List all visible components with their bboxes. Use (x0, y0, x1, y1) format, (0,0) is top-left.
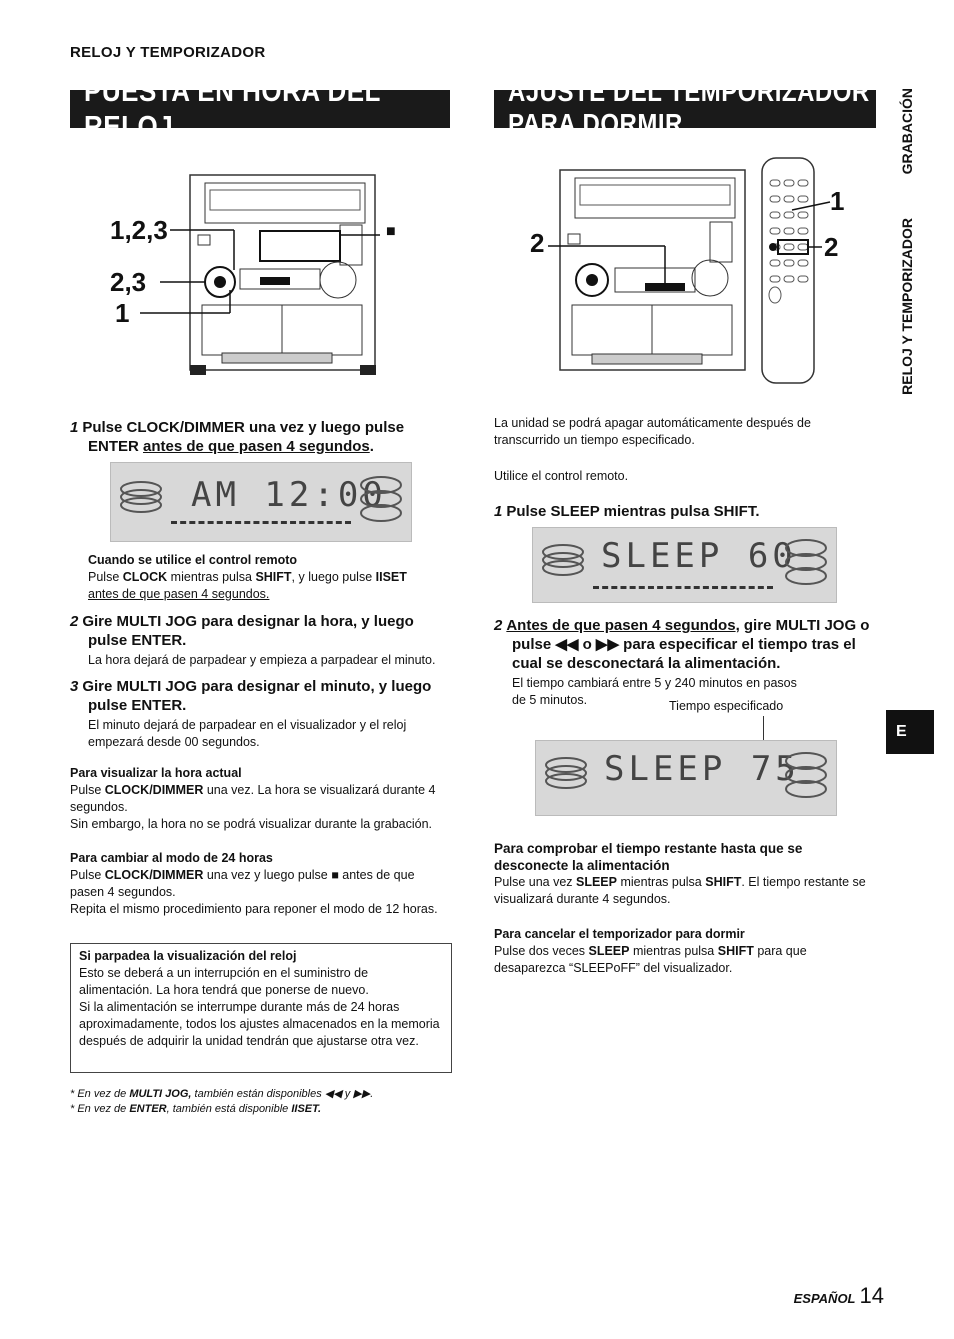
language-tab: E (886, 710, 934, 754)
cancel-sleep-text: Pulse dos veces SLEEP mientras pulsa SHIFT para que desaparezca “SLEEPoFF” del visualizador. (494, 944, 807, 975)
left-step-3-desc: El minuto dejará de parpadear en el visualizador y el reloj empezará desde 00 segundos. (88, 718, 407, 749)
view-time-note: Sin embargo, la hora no se podrá visualizar durante la grabación. (70, 817, 433, 831)
right-step-2-num: 2 (494, 617, 503, 634)
disc-stack-icon (781, 534, 831, 594)
box-paragraph-2: Si la alimentación se interrumpe durante más de 24 horas aproximadamente, todos los ajustes almacenados en la memoria después de adquirir la unidad tendrán que ajustarse otra vez. (79, 1000, 440, 1048)
box-heading: Si parpadea la visualización del reloj (79, 949, 297, 963)
side-tabs (893, 88, 923, 468)
right-step-1-num: 1 (494, 503, 503, 520)
check-remaining-text: Pulse una vez SLEEP mientras pulsa SHIFT. El tiempo restante se visualizará durante 4 segundos. (494, 875, 866, 906)
right-step-1 (494, 502, 876, 521)
stereo-and-remote-illustration (520, 150, 860, 390)
callout-tiempo: Tiempo especificado (669, 699, 784, 713)
left-step-3 (70, 677, 452, 751)
cancel-sleep-section (494, 926, 876, 977)
footnote-2: * En vez de ENTER, también está disponible IISET. (70, 1103, 322, 1115)
mode-24h-section (70, 850, 452, 918)
remote-text: Pulse CLOCK mientras pulsa SHIFT, y luego pulse IISET antes de que pasen 4 segundos. (88, 570, 407, 601)
lcd-display-sleep-75 (535, 740, 837, 816)
disc-icon (541, 751, 591, 791)
fig-label-2-remote: 2 (824, 232, 839, 262)
fig-label-1: 1 (115, 298, 130, 328)
right-step-2-text: , gire MULTI JOG o pulse ◀◀ o ▶▶ para especificar el tiempo tras el cual se desconectará la alimentación. (512, 617, 870, 672)
right-banner-title: AJUSTE DEL TEMPORIZADOR PARA DORMIR (508, 76, 870, 141)
stereo-unit-illustration (110, 165, 410, 380)
view-time-section (70, 765, 452, 833)
right-intro: La unidad se podrá apagar automáticamente después de transcurrido un tiempo especificado. (494, 416, 811, 447)
left-step-1 (70, 418, 452, 456)
view-time-heading: Para visualizar la hora actual (70, 766, 242, 780)
cancel-sleep-heading: Para cancelar el temporizador para dormir (494, 927, 745, 941)
disc-icon (116, 475, 166, 515)
footer-language: ESPAÑOL (793, 1291, 856, 1306)
left-step-2-num: 2 (70, 613, 79, 630)
mode-24h-text: Pulse CLOCK/DIMMER una vez y luego pulse ■ antes de que pasen 4 segundos. (70, 868, 415, 899)
fig-label-123: 1,2,3 (110, 215, 168, 245)
page-footer (794, 1283, 884, 1309)
fig-label-2-left: 2 (530, 228, 545, 258)
left-step-3-text: Gire MULTI JOG para designar el minuto, y luego pulse ENTER. (82, 678, 432, 714)
left-banner (70, 73, 450, 144)
left-step-1-num: 1 (70, 419, 79, 436)
right-step-2-text-underlined: Antes de que pasen 4 segundos (506, 617, 736, 634)
right-step-2 (494, 616, 879, 709)
left-remote-note (88, 552, 452, 603)
side-tab-reloj: RELOJ Y TEMPORIZADOR (899, 218, 915, 395)
box-paragraph-1: Esto se deberá a un interrupción en el suministro de alimentación. La hora tendrá que ponerse de nuevo. (79, 966, 369, 997)
right-step-2-desc: El tiempo cambiará entre 5 y 240 minutos en pasos de 5 minutos. (512, 676, 797, 707)
stereo-figure-right (520, 150, 860, 390)
view-time-text: Pulse CLOCK/DIMMER una vez. La hora se visualizará durante 4 segundos. (70, 783, 436, 814)
fig-label-23: 2,3 (110, 267, 147, 297)
left-step-2 (70, 612, 452, 669)
lcd-sleep-75-text: SLEEP 75 (604, 749, 800, 789)
left-step-1-text2b: antes de que pasen 4 segundos (143, 438, 370, 455)
left-step-1-text2c: . (369, 438, 374, 455)
fig-label-1-remote: 1 (830, 186, 845, 216)
left-step-2-text: Gire MULTI JOG para designar la hora, y luego pulse ENTER. (82, 613, 414, 649)
mode-24h-note: Repita el mismo procedimiento para reponer el modo de 12 horas. (70, 902, 438, 916)
right-remote-note: Utilice el control remoto. (494, 469, 629, 483)
check-remaining-section (494, 840, 876, 908)
right-banner (494, 76, 876, 141)
footnote-1: * En vez de MULTI JOG, también están disponibles ◀◀ y ▶▶. (70, 1088, 374, 1100)
left-step-3-num: 3 (70, 678, 79, 695)
disc-stack-icon (356, 471, 406, 531)
lcd-segment-bar (171, 521, 351, 524)
side-tab-grabacion: GRABACIÓN (899, 88, 915, 175)
stereo-figure-left (110, 165, 410, 380)
footnotes (70, 1087, 470, 1117)
disc-stack-icon (781, 747, 831, 807)
disc-icon (538, 538, 588, 578)
check-remaining-heading: Para comprobar el tiempo restante hasta que se desconecte la alimentación (494, 841, 803, 873)
left-banner-title: PUESTA EN HORA DEL RELOJ (84, 73, 381, 144)
mode-24h-heading: Para cambiar al modo de 24 horas (70, 851, 273, 865)
lcd-clock-text: AM 12:00 (191, 475, 387, 515)
lcd-display-clock (110, 462, 412, 542)
left-step-1-text2a: ENTER (88, 438, 144, 455)
remote-heading: Cuando se utilice el control remoto (88, 553, 298, 567)
section-label: RELOJ Y TEMPORIZADOR (70, 44, 266, 61)
lcd-display-sleep-60 (532, 527, 837, 603)
lcd-sleep-60-text: SLEEP 60 (601, 536, 797, 576)
lcd-segment-bar (593, 586, 773, 589)
left-step-1-text: Pulse CLOCK/DIMMER una vez y luego pulse (82, 419, 405, 436)
page-number: 14 (859, 1283, 884, 1308)
right-step-1-text: Pulse SLEEP mientras pulsa SHIFT. (506, 503, 760, 520)
clock-blink-box (70, 943, 452, 1073)
left-step-2-desc: La hora dejará de parpadear y empieza a parpadear el minuto. (88, 653, 436, 667)
stop-symbol: ■ (386, 223, 396, 240)
